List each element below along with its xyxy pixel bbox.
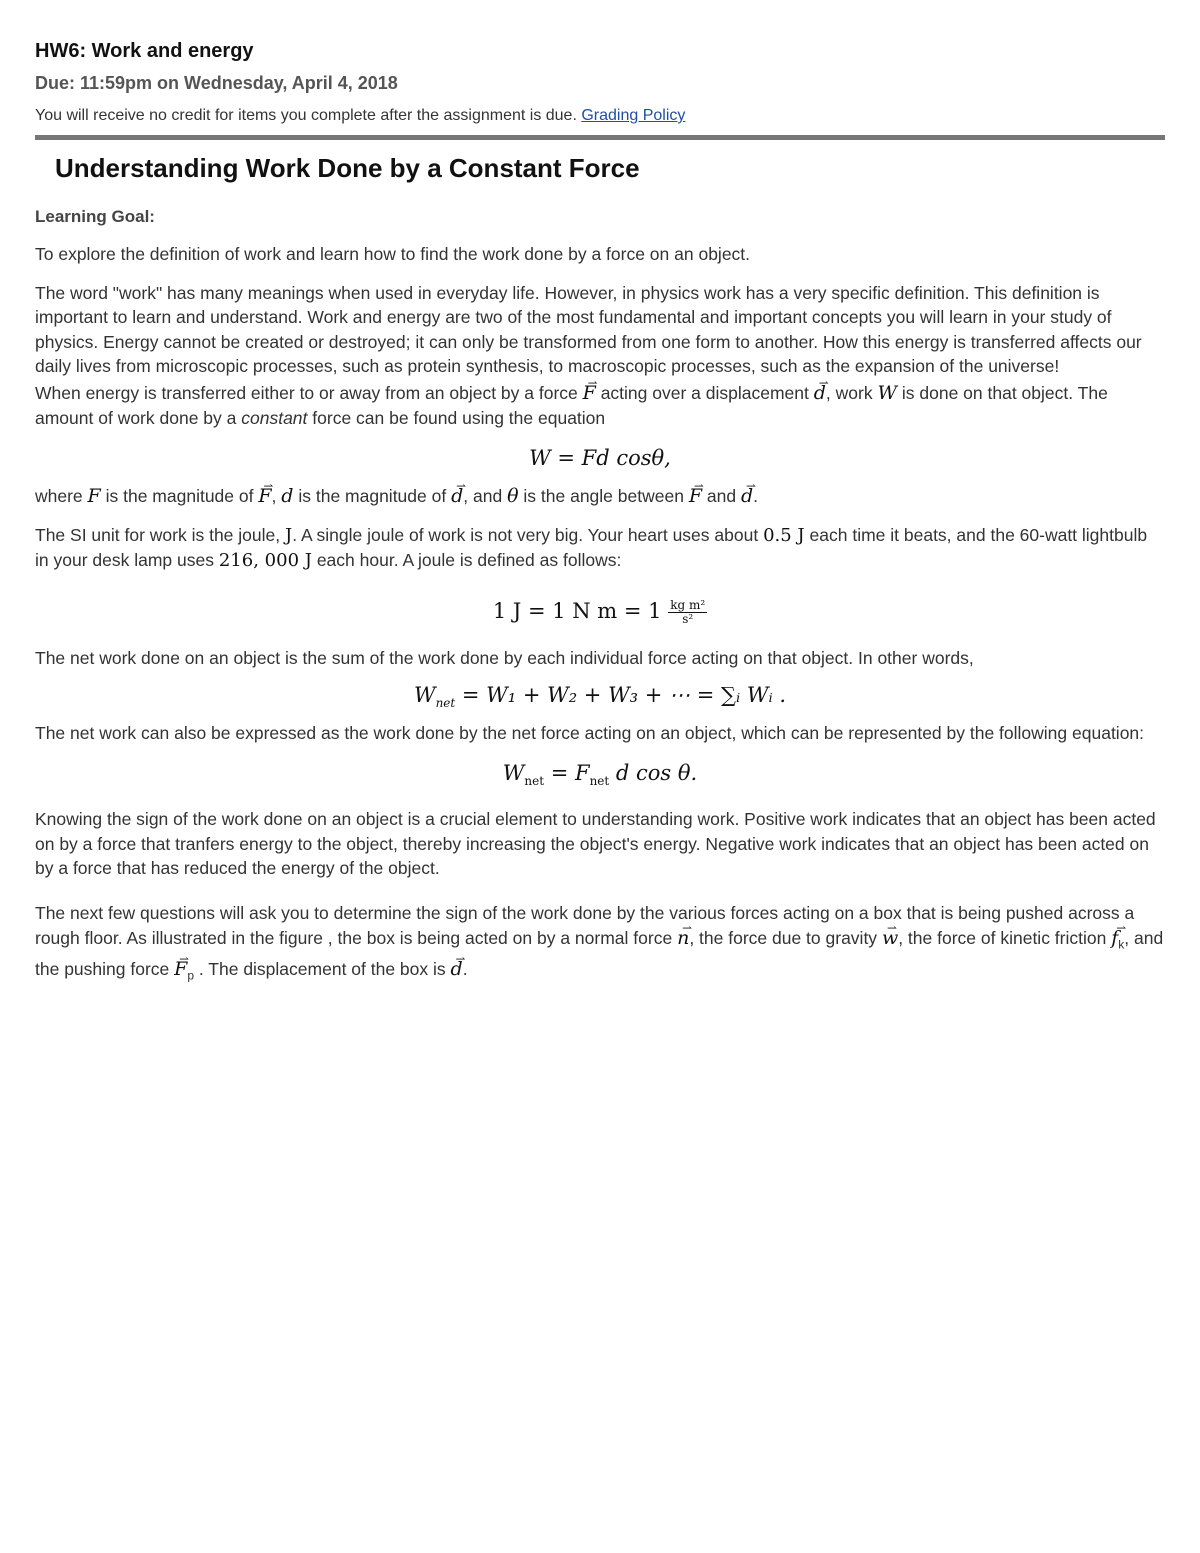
gravity-force-symbol: w ⇀: [882, 927, 898, 949]
joule-fraction: $\frac{\text{kg m²}}{\text{s²}}$: [670, 597, 706, 626]
work-symbol: W: [877, 381, 898, 404]
assignment-page: [35, 36, 1165, 988]
box-displacement-symbol: d ⇀: [451, 958, 463, 980]
friction-force-symbol: f ⇀: [1111, 927, 1118, 949]
joule-definition-equation: 1 J = 1 N m = 1 $\frac{\text{kg m²}}{\text{s²}}$: [492, 597, 706, 626]
problem-title: Understanding Work Done by a Constant Force: [55, 153, 640, 183]
due-date: Due: 11:59pm on Wednesday, April 4, 2018: [35, 73, 398, 93]
heartbeat-energy: 0.5 J: [763, 524, 805, 546]
force-vector-symbol: F ⇀: [583, 382, 596, 404]
net-force-paragraph: The net work can also be expressed as the work done by the net force acting on an object, which can be represented by the following equation:: [35, 722, 1145, 743]
lightbulb-energy: 216, 000 J: [218, 550, 312, 572]
sign-of-work-paragraph: Knowing the sign of the work done on an object is a crucial element to understanding work. Positive work indicates that an object has been acted on by a force that tranfers energy to the object, thereby increasing the object's energy. Negative work indicates that an object has been acted on by a force that has reduced the energy of the object.: [35, 809, 1156, 879]
net-force-equation: $W_{net} = F_{net}$ d cos θ.: [502, 761, 698, 789]
si-unit-paragraph: The SI unit for work is the joule, J. A single joule of work is not very big. Your heart uses about 0.5 J each time it beats, and the 60-watt lightbulb in your desk lamp uses 216, 000 J each hour. A joule is defined as follows:: [35, 524, 1148, 572]
intro-paragraph: The word "work" has many meanings when used in everyday life. However, in physics work has a very specific definition. This definition is important to learn and understand. Work and energy are two of the most fundamental and important concepts you will learn in your study of physics. Energy cannot be created or destroyed; it can only be transformed from one form to another. How this energy is transferred affects our daily lives from microscopic processes, such as protein synthesis, to macroscopic processes, such as the expansion of the universe!: [35, 282, 1142, 377]
pushing-force-symbol: F ⇀: [174, 958, 187, 980]
grading-policy-link[interactable]: Grading Policy: [581, 107, 686, 124]
assignment-title: HW6: Work and energy: [35, 40, 254, 62]
where-paragraph: where F is the magnitude of F ⇀, d is the magnitude of d ⇀, and θ is the angle between F ⇀ and d ⇀.: [35, 484, 1165, 509]
displacement-vector-symbol: d ⇀: [814, 382, 826, 404]
header-divider: [35, 135, 1165, 140]
late-notice-text: You will receive no credit for items you complete after the assignment is due.: [35, 107, 577, 124]
next-questions-paragraph: The next few questions will ask you to determine the sign of the work done by the various forces acting on a box that is being pushed across a rough floor. As illustrated in the figure , the box is being acted on by a normal force n ⇀, the force due to gravity w ⇀, the force of kinetic friction f $⇀_k$, and the pushing force F $⇀_p$ . The displacement of the box is d ⇀.: [35, 901, 1165, 988]
net-work-sum-equation: $W_{net} = W_1 + W_2 + W_3$ + ⋯ = ∑ᵢ Wᵢ .: [413, 682, 787, 710]
net-work-paragraph: The net work done on an object is the sum of the work done by each individual force acting on that object. In other words,: [35, 647, 974, 668]
learning-goal-label: Learning Goal:: [35, 207, 155, 226]
learning-goal-text: To explore the definition of work and learn how to find the work done by a force on an object.: [35, 244, 751, 264]
joule-symbol: J: [285, 524, 293, 546]
late-notice: [35, 103, 1165, 129]
work-equation: W = Fd cosθ,: [529, 446, 671, 471]
normal-force-symbol: n ⇀: [677, 927, 689, 949]
work-definition-paragraph: When energy is transferred either to or away from an object by a force F ⇀ acting over a displacement d ⇀, work W is done on that object. The amount of work done by a constant force can be found using the equation: [35, 381, 1165, 430]
